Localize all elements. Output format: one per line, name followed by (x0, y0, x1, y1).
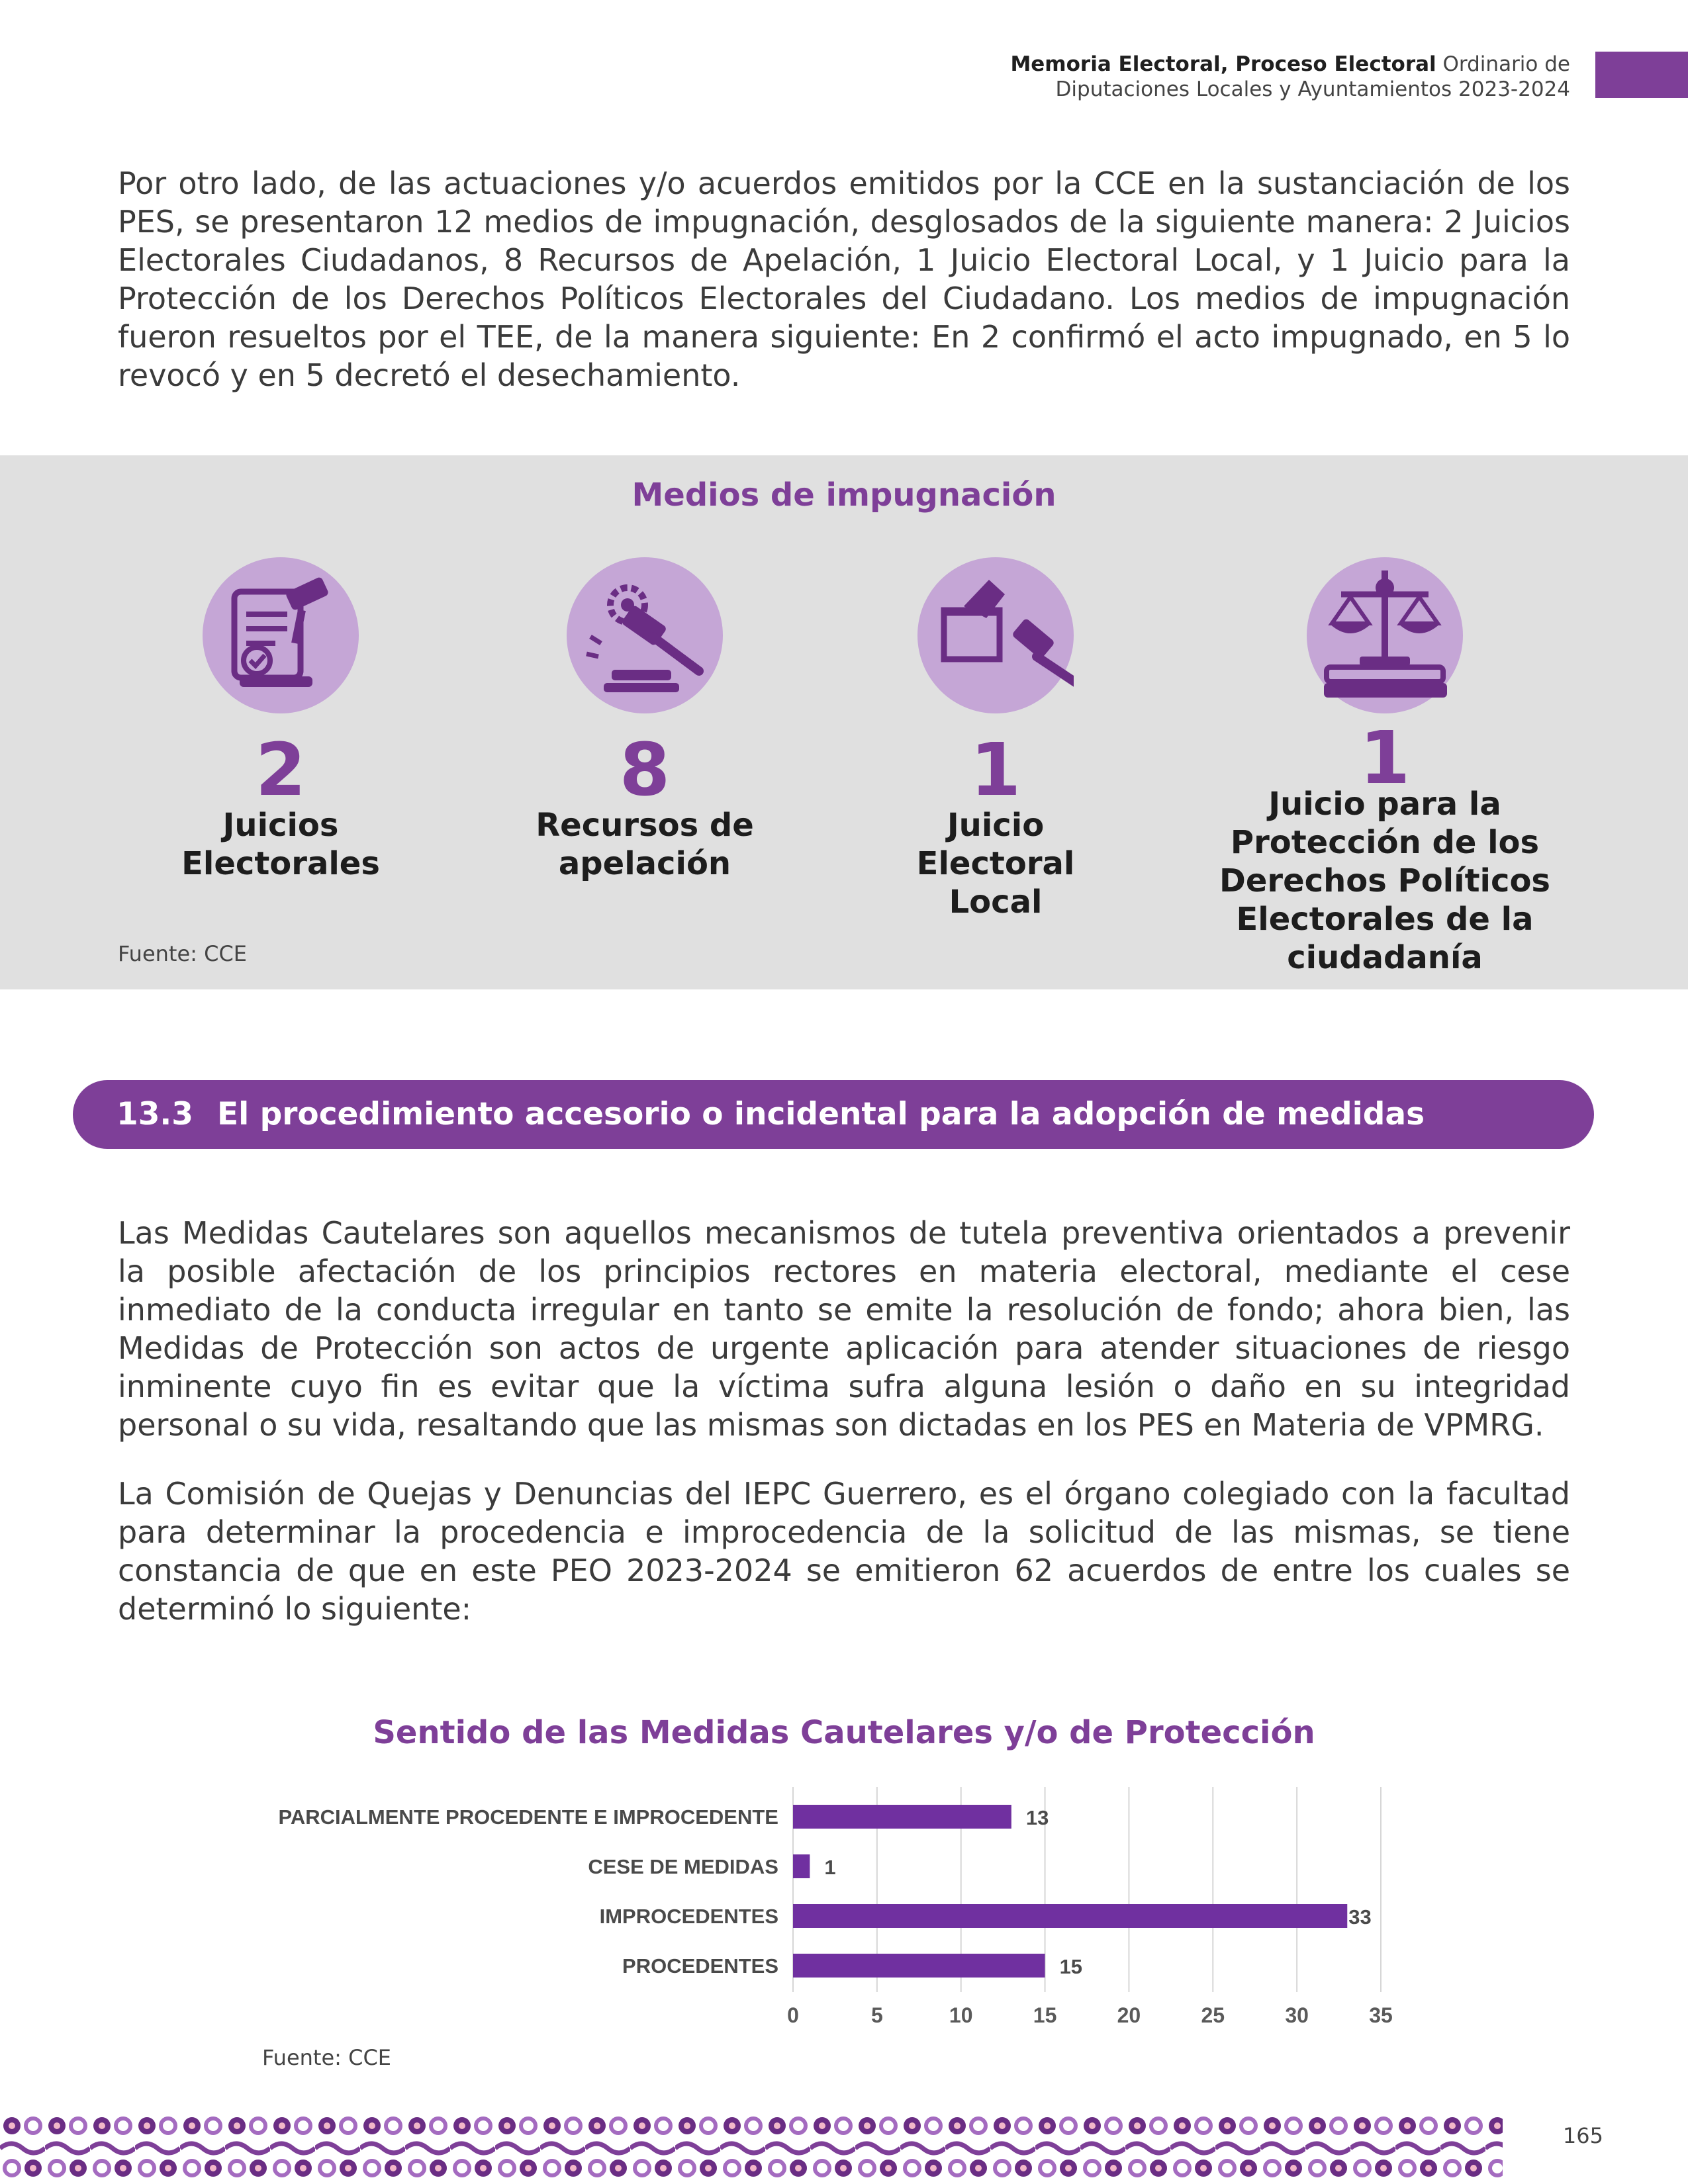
header-title-bold: Memoria Electoral, Proceso Electoral (1010, 52, 1436, 76)
gear-gavel-icon (567, 557, 723, 713)
ballot-gavel-icon (917, 557, 1074, 713)
bar-chart (252, 1787, 1456, 2038)
chart-tick-label: 0 (787, 2003, 799, 2027)
embroidery-border (0, 2110, 1503, 2183)
chart-category-label: IMPROCEDENTES (599, 1905, 778, 1928)
chart-bar (793, 1854, 810, 1878)
page-number: 165 (1562, 2123, 1603, 2148)
stat-value: 1 (970, 727, 1021, 812)
intro-text: Por otro lado, de las actuaciones y/o acuerdos emitidos por la CCE en la sustanciación de los PES, se presentaron 12 medios de impugnación, desglosados de la siguiente manera: 2 Juicios Electorales Ciudadanos, 8 Recursos de Apelación, 1 Juicio Electoral Local, y 1 Juicio para la Protección de los Derechos Políticos Electorales del Ciudadano. Los medios de impugnación fueron resueltos por el TEE, de la manera siguiente: En 2 confirmó el acto impugnado, en 5 lo revocó y en 5 decretó el desechamiento. (118, 165, 1570, 393)
infographic-title: Medios de impugnación (632, 477, 1056, 514)
chart-category-label: PROCEDENTES (622, 1954, 778, 1978)
chart-source: Fuente: CCE (262, 2045, 391, 2070)
scroll-gavel-icon (203, 557, 359, 713)
stat-item-juicios-electorales (95, 557, 466, 883)
stat-item-juicio-proteccion-derechos (1199, 557, 1570, 977)
chart-tick-label: 15 (1033, 2003, 1057, 2027)
header-title-rest: Ordinario de (1442, 52, 1570, 76)
infographic-source: Fuente: CCE (118, 941, 247, 966)
chart-bar (793, 1904, 1347, 1928)
stat-label: Juicios Electorales (181, 807, 380, 882)
body-text (118, 1214, 1570, 1659)
chart-tick-label: 25 (1201, 2003, 1225, 2027)
section-heading (73, 1080, 1594, 1201)
intro-paragraph (118, 164, 1570, 425)
chart-title: Sentido de las Medidas Cautelares y/o de Protección (373, 1714, 1315, 1751)
stat-label: Juicio para la Protección de los Derechos Políticos Electorales de la ciudadanía (1219, 786, 1550, 976)
chart-tick-label: 30 (1285, 2003, 1309, 2027)
chart-bar (793, 1954, 1045, 1978)
chart-bar (793, 1805, 1011, 1829)
chart-category-label: CESE DE MEDIDAS (588, 1855, 778, 1878)
section-title: El procedimiento accesorio o incidental para la adopción de medidas cautelares (217, 1096, 1425, 1201)
section-number: 13.3 (117, 1096, 193, 1132)
chart-data-label: 1 (824, 1856, 836, 1879)
chart-data-label: 33 (1348, 1905, 1372, 1929)
body-paragraph: La Comisión de Quejas y Denuncias del IEPC Guerrero, es el órgano colegiado con la facultad para determinar la procedencia e improcedencia de la solicitud de las mismas, se tiene constancia de que en este PEO 2023-2024 se emitieron 62 acuerdos de entre los cuales se determinó lo siguiente: (118, 1476, 1570, 1627)
stat-value: 8 (619, 727, 671, 812)
chart-data-label: 15 (1059, 1955, 1083, 1978)
stat-item-recursos-apelacion (459, 557, 830, 883)
chart-data-label: 13 (1025, 1806, 1049, 1829)
stat-item-juicio-electoral-local (810, 557, 1181, 921)
stat-label: Recursos de apelación (536, 807, 754, 882)
scales-books-icon (1307, 557, 1463, 713)
chart-category-label: PARCIALMENTE PROCEDENTE E IMPROCEDENTE (278, 1805, 778, 1829)
running-header (1010, 52, 1570, 102)
stat-label: Juicio Electoral Local (916, 807, 1075, 921)
header-color-tab (1595, 52, 1688, 98)
chart-tick-label: 5 (870, 2003, 883, 2027)
chart-tick-label: 35 (1369, 2003, 1393, 2027)
chart-tick-label: 10 (949, 2003, 973, 2027)
chart-tick-label: 20 (1117, 2003, 1141, 2027)
header-subtitle: Diputaciones Locales y Ayuntamientos 2023-2024 (1055, 77, 1570, 101)
body-paragraph: Las Medidas Cautelares son aquellos mecanismos de tutela preventiva orientados a prevenir la posible afectación de los principios rectores en materia electoral, mediante el cese inmediato de la conducta irregular en tanto se emite la resolución de fondo; ahora bien, las Medidas de Protección son actos de urgente aplicación para atender situaciones de riesgo inminente cuyo fin es evitar que la víctima sufra alguna lesión o daño en su integridad personal o su vida, resaltando que las mismas son dictadas en los PES en Materia de VPMRG. (118, 1215, 1570, 1443)
stat-value: 1 (1359, 715, 1411, 800)
stat-value: 2 (255, 727, 306, 812)
